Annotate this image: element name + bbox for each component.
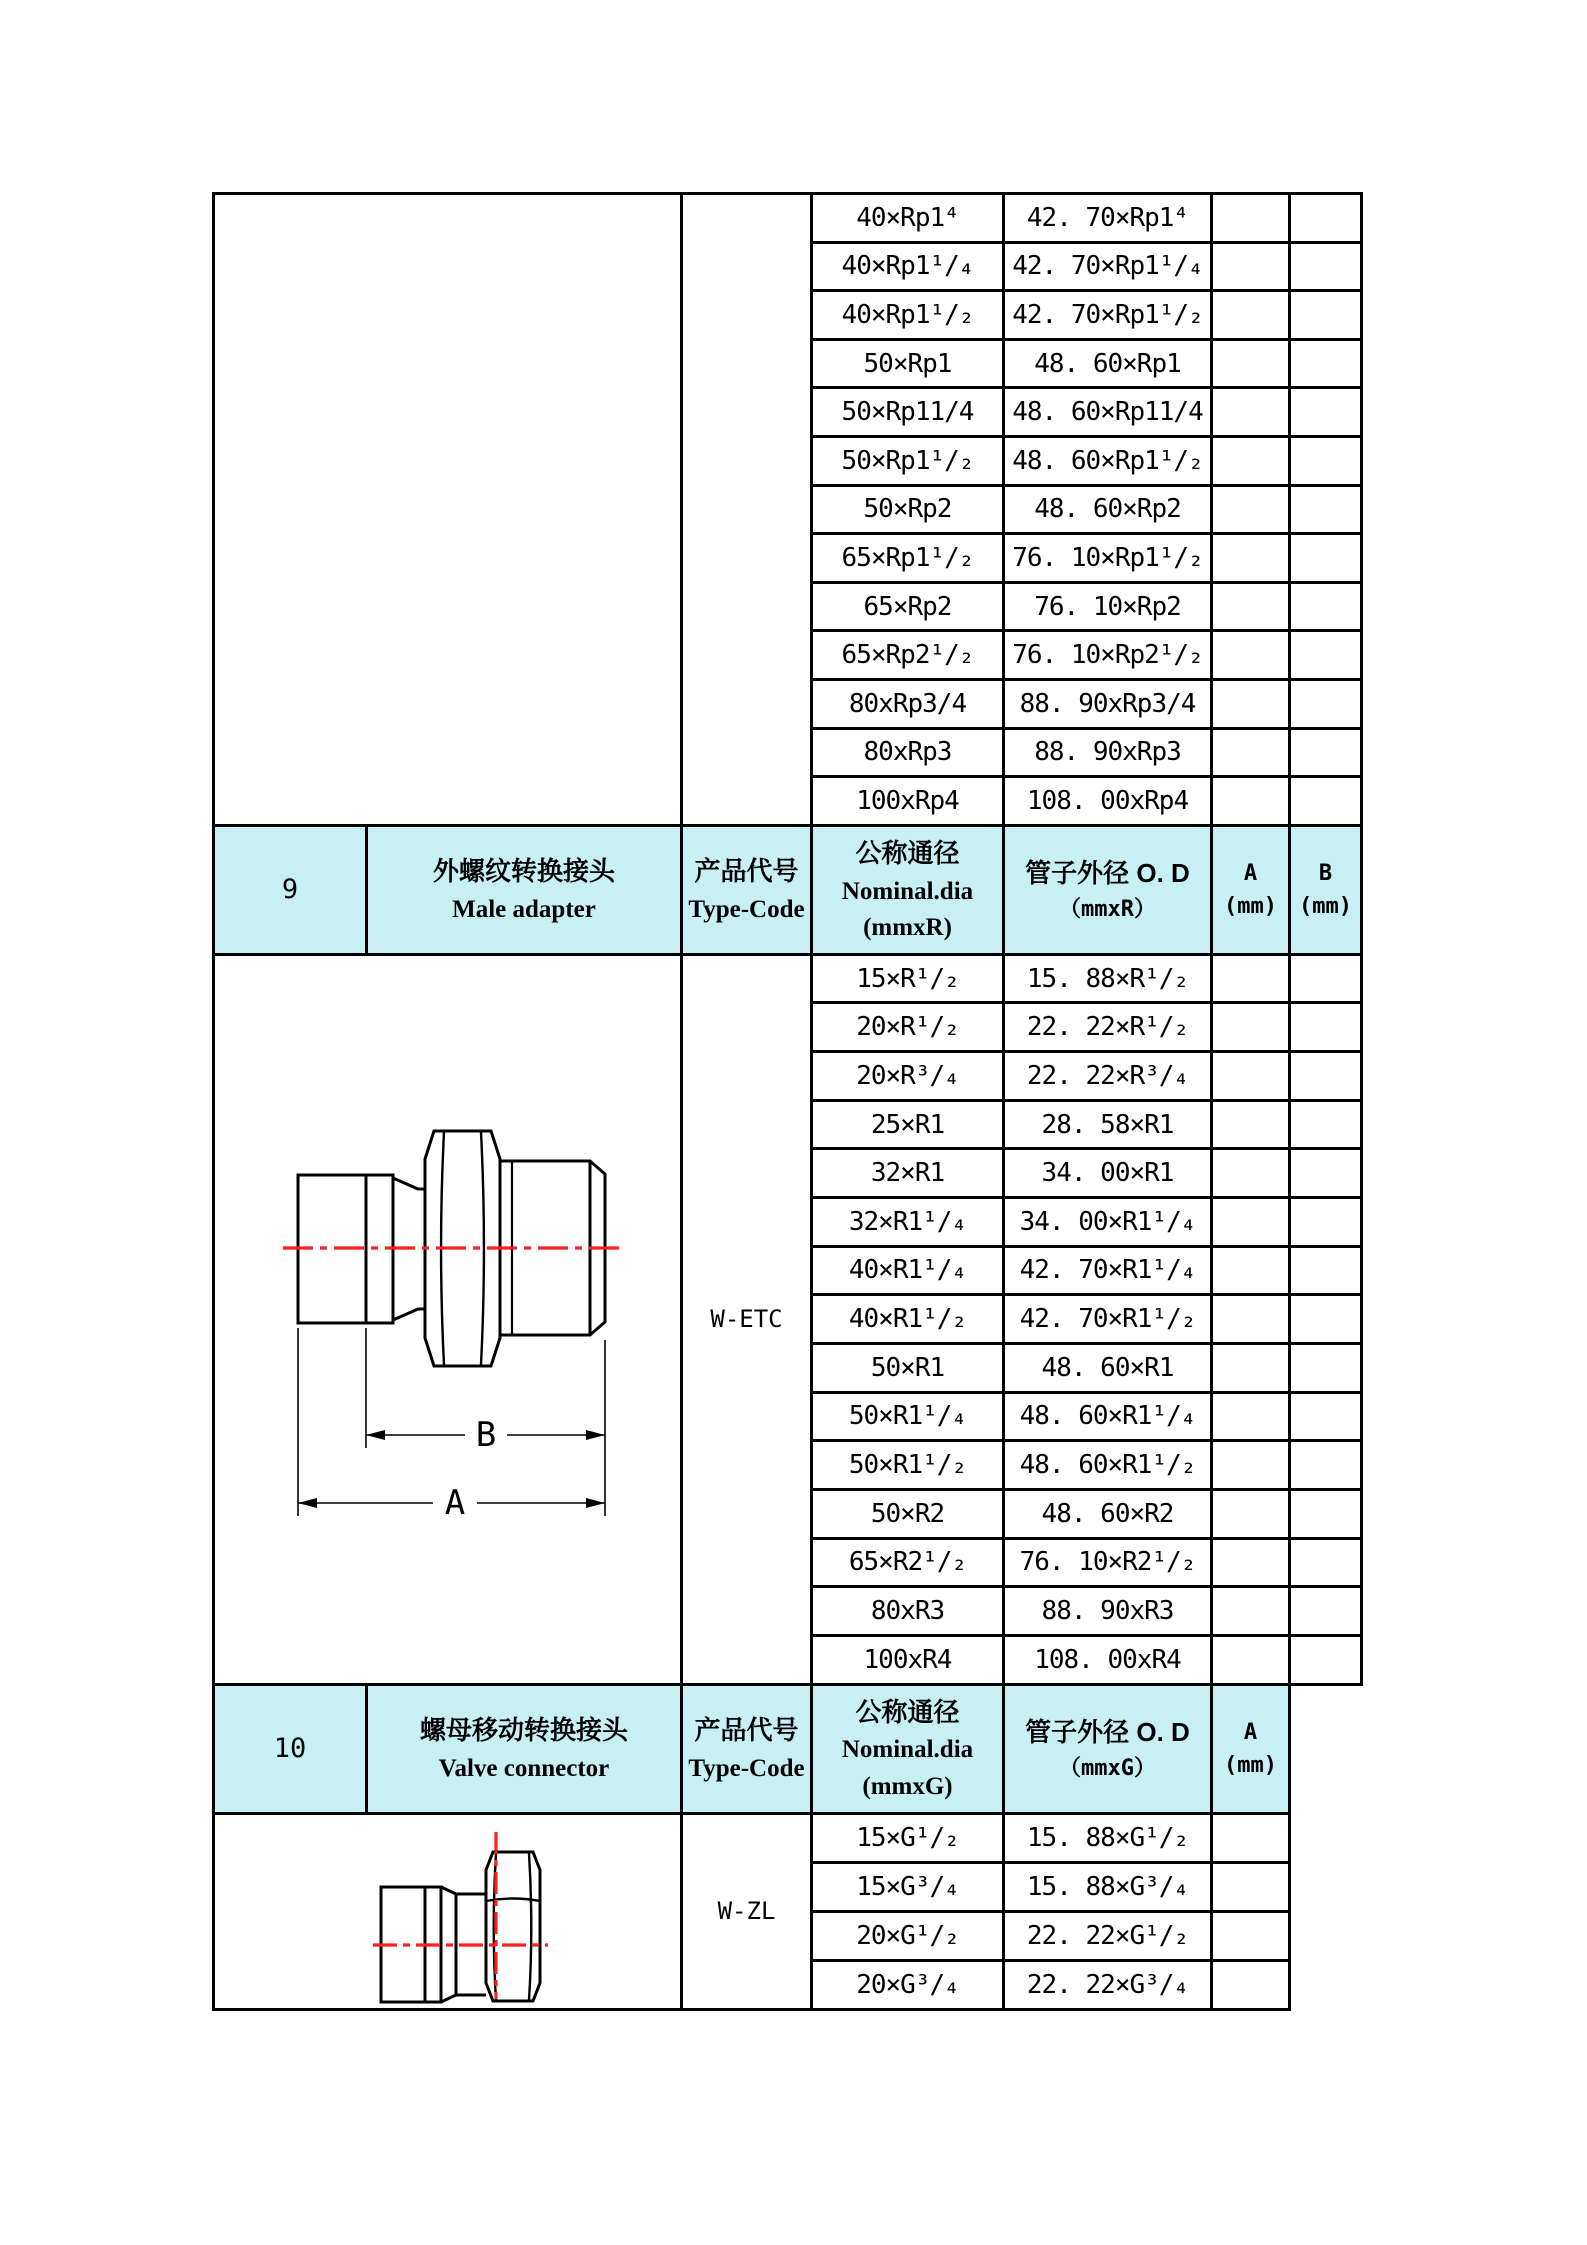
dim-a-unit: (mm): [1224, 1752, 1277, 1778]
nominal-cell: 65×Rp2¹/₂: [812, 631, 1004, 680]
od-cell: 22. 22×R¹/₂: [1004, 1003, 1212, 1052]
a-cell: [1212, 777, 1290, 826]
a-cell: [1212, 1100, 1290, 1149]
nominal-cell: 65×R2¹/₂: [812, 1538, 1004, 1587]
valve-connector-drawing: [215, 1815, 677, 2005]
b-cell: [1290, 1489, 1362, 1538]
a-cell: [1212, 388, 1290, 437]
od-cell: 15. 88×R¹/₂: [1004, 954, 1212, 1003]
a-cell: [1212, 1343, 1290, 1392]
nominal-cell: 40×Rp1⁴: [812, 194, 1004, 243]
b-cell: [1290, 1538, 1362, 1587]
od-cell: 34. 00×R1¹/₄: [1004, 1198, 1212, 1247]
nominal-header: [812, 1684, 1004, 1813]
b-cell: [1290, 534, 1362, 583]
b-cell: [1290, 1392, 1362, 1441]
nominal-cell: 25×R1: [812, 1100, 1004, 1149]
continuation-code-cell: [682, 194, 812, 826]
product-name-en: Valve connector: [438, 1754, 610, 1782]
nominal-header: [812, 825, 1004, 954]
a-cell: [1212, 1538, 1290, 1587]
od-cell: 48. 60×R1¹/₂: [1004, 1441, 1212, 1490]
section-number: 9: [214, 825, 367, 954]
dim-a-unit: (mm): [1224, 893, 1277, 919]
od-cell: 42. 70×Rp1¹/₄: [1004, 242, 1212, 291]
product-name-en: Male adapter: [452, 895, 596, 923]
spec-table: [212, 192, 1363, 2011]
a-cell: [1212, 1052, 1290, 1101]
a-cell: [1212, 1295, 1290, 1344]
type-code-value: W-ETC: [682, 954, 812, 1684]
od-cell: 48. 60×R1¹/₄: [1004, 1392, 1212, 1441]
b-cell: [1290, 582, 1362, 631]
product-name: [367, 1684, 682, 1813]
nominal-cell: 40×R1¹/₄: [812, 1246, 1004, 1295]
b-cell: [1290, 728, 1362, 777]
b-cell: [1290, 436, 1362, 485]
nominal-cell: 65×Rp1¹/₂: [812, 534, 1004, 583]
nominal-cell: 80xRp3/4: [812, 679, 1004, 728]
od-cell: 48. 60×Rp1: [1004, 339, 1212, 388]
a-cell: [1212, 291, 1290, 340]
a-cell: [1212, 679, 1290, 728]
nominal-cell: 50×R1¹/₂: [812, 1441, 1004, 1490]
a-cell: [1212, 1862, 1290, 1911]
nominal-cell: 20×R³/₄: [812, 1052, 1004, 1101]
valve-connector-drawing-cell: [214, 1813, 682, 2009]
type-code-header: [682, 1684, 812, 1813]
section-number: 10: [214, 1684, 367, 1813]
a-cell: [1212, 728, 1290, 777]
a-cell: [1212, 534, 1290, 583]
nominal-cell: 32×R1¹/₄: [812, 1198, 1004, 1247]
a-cell: [1212, 339, 1290, 388]
od-cell: 42. 70×R1¹/₄: [1004, 1246, 1212, 1295]
od-cell: 76. 10×Rp1¹/₂: [1004, 534, 1212, 583]
nominal-cell: 80xR3: [812, 1587, 1004, 1636]
nominal-cell: 15×R¹/₂: [812, 954, 1004, 1003]
empty-area: [1290, 1684, 1362, 1813]
empty-area: [1290, 1960, 1362, 2009]
od-cell: 76. 10×R2¹/₂: [1004, 1538, 1212, 1587]
nominal-cell: 50×R2: [812, 1489, 1004, 1538]
b-cell: [1290, 1052, 1362, 1101]
od-cell: 42. 70×Rp1⁴: [1004, 194, 1212, 243]
dim-a-header: [1212, 825, 1290, 954]
nominal-cell: 80xRp3: [812, 728, 1004, 777]
a-cell: [1212, 1635, 1290, 1684]
od-cell: 22. 22×G¹/₂: [1004, 1911, 1212, 1960]
od-cell: 108. 00xRp4: [1004, 777, 1212, 826]
nominal-cell: 65×Rp2: [812, 582, 1004, 631]
type-code-label-cn: 产品代号: [694, 856, 799, 887]
dim-a-label: A: [1243, 860, 1258, 886]
nominal-cell: 50×R1: [812, 1343, 1004, 1392]
od-cell: 48. 60×R1: [1004, 1343, 1212, 1392]
a-cell: [1212, 1246, 1290, 1295]
nominal-label-cn: 公称通径: [855, 1697, 960, 1728]
empty-area: [1290, 1911, 1362, 1960]
a-cell: [1212, 1149, 1290, 1198]
od-cell: 42. 70×Rp1¹/₂: [1004, 291, 1212, 340]
od-cell: 48. 60×Rp1¹/₂: [1004, 436, 1212, 485]
nominal-cell: 15×G¹/₂: [812, 1813, 1004, 1862]
type-code-label-cn: 产品代号: [694, 1715, 799, 1746]
od-cell: 76. 10×Rp2¹/₂: [1004, 631, 1212, 680]
nominal-cell: 40×R1¹/₂: [812, 1295, 1004, 1344]
od-label-cn: 管子外径 O. D: [1025, 1716, 1190, 1747]
od-header: [1004, 1684, 1212, 1813]
table-row: [214, 194, 1362, 243]
od-cell: 34. 00×R1: [1004, 1149, 1212, 1198]
a-cell: [1212, 631, 1290, 680]
empty-area: [1290, 1862, 1362, 1911]
b-cell: [1290, 485, 1362, 534]
dim-b-header: [1290, 825, 1362, 954]
product-name-cn: 外螺纹转换接头: [432, 856, 615, 887]
a-cell: [1212, 485, 1290, 534]
a-cell: [1212, 1911, 1290, 1960]
b-cell: [1290, 291, 1362, 340]
od-label-cn: 管子外径 O. D: [1025, 858, 1190, 889]
b-cell: [1290, 339, 1362, 388]
od-cell: 48. 60×R2: [1004, 1489, 1212, 1538]
od-cell: 48. 60×Rp2: [1004, 485, 1212, 534]
b-cell: [1290, 194, 1362, 243]
nominal-cell: 50×Rp11/4: [812, 388, 1004, 437]
dim-b-unit: (mm): [1299, 893, 1352, 919]
product-name-cn: 螺母移动转换接头: [419, 1715, 628, 1746]
nominal-cell: 20×G³/₄: [812, 1960, 1004, 2009]
b-cell: [1290, 1003, 1362, 1052]
nominal-label-en: Nominal.dia: [841, 877, 974, 905]
od-cell: 88. 90xR3: [1004, 1587, 1212, 1636]
a-cell: [1212, 1960, 1290, 2009]
od-header: [1004, 825, 1212, 954]
nominal-cell: 50×Rp1: [812, 339, 1004, 388]
a-cell: [1212, 954, 1290, 1003]
od-cell: 88. 90xRp3: [1004, 728, 1212, 777]
nominal-cell: 50×Rp2: [812, 485, 1004, 534]
b-cell: [1290, 1149, 1362, 1198]
a-cell: [1212, 1198, 1290, 1247]
dim-b-text: B: [475, 1414, 497, 1455]
nominal-cell: 50×R1¹/₄: [812, 1392, 1004, 1441]
a-cell: [1212, 1587, 1290, 1636]
b-cell: [1290, 1441, 1362, 1490]
nominal-cell: 32×R1: [812, 1149, 1004, 1198]
nominal-cell: 100xRp4: [812, 777, 1004, 826]
a-cell: [1212, 1392, 1290, 1441]
b-cell: [1290, 1635, 1362, 1684]
nominal-cell: 100xR4: [812, 1635, 1004, 1684]
dim-a-text: A: [444, 1482, 466, 1523]
b-cell: [1290, 1100, 1362, 1149]
od-cell: 42. 70×R1¹/₂: [1004, 1295, 1212, 1344]
nominal-label-cn: 公称通径: [855, 838, 960, 869]
od-cell: 15. 88×G¹/₂: [1004, 1813, 1212, 1862]
b-cell: [1290, 1246, 1362, 1295]
type-code-label-en: Type-Code: [688, 895, 805, 923]
a-cell: [1212, 582, 1290, 631]
table-row: [214, 1813, 1362, 1862]
od-cell: 48. 60×Rp11/4: [1004, 388, 1212, 437]
male-adapter-drawing: [215, 956, 677, 1680]
dim-a-label: A: [1243, 1719, 1258, 1745]
dim-a-header: [1212, 1684, 1290, 1813]
od-cell: 108. 00xR4: [1004, 1635, 1212, 1684]
b-cell: [1290, 242, 1362, 291]
nominal-cell: 20×G¹/₂: [812, 1911, 1004, 1960]
b-cell: [1290, 631, 1362, 680]
od-cell: 28. 58×R1: [1004, 1100, 1212, 1149]
b-cell: [1290, 777, 1362, 826]
type-code-value: W-ZL: [682, 1813, 812, 2009]
od-cell: 22. 22×R³/₄: [1004, 1052, 1212, 1101]
a-cell: [1212, 1489, 1290, 1538]
od-cell: 88. 90xRp3/4: [1004, 679, 1212, 728]
b-cell: [1290, 1343, 1362, 1392]
od-unit: （mmxR）: [1059, 897, 1156, 923]
od-cell: 22. 22×G³/₄: [1004, 1960, 1212, 2009]
b-cell: [1290, 1587, 1362, 1636]
a-cell: [1212, 436, 1290, 485]
a-cell: [1212, 1441, 1290, 1490]
od-unit: （mmxG）: [1059, 1756, 1156, 1782]
nominal-cell: 20×R¹/₂: [812, 1003, 1004, 1052]
nominal-cell: 40×Rp1¹/₂: [812, 291, 1004, 340]
section-10-header-row: [214, 1684, 1362, 1813]
type-code-header: [682, 825, 812, 954]
od-cell: 76. 10×Rp2: [1004, 582, 1212, 631]
table-row: [214, 954, 1362, 1003]
b-cell: [1290, 679, 1362, 728]
dim-b-label: B: [1318, 860, 1333, 886]
b-cell: [1290, 388, 1362, 437]
b-cell: [1290, 1198, 1362, 1247]
nominal-cell: 15×G³/₄: [812, 1862, 1004, 1911]
section-9-header-row: [214, 825, 1362, 954]
continuation-drawing-area: [214, 194, 682, 826]
nominal-cell: 40×Rp1¹/₄: [812, 242, 1004, 291]
a-cell: [1212, 1003, 1290, 1052]
a-cell: [1212, 242, 1290, 291]
nominal-unit: (mmxR): [863, 913, 952, 941]
male-adapter-drawing-cell: [214, 954, 682, 1684]
product-name: [367, 825, 682, 954]
a-cell: [1212, 1813, 1290, 1862]
nominal-unit: (mmxG): [862, 1772, 953, 1800]
nominal-label-en: Nominal.dia: [841, 1736, 974, 1764]
b-cell: [1290, 954, 1362, 1003]
a-cell: [1212, 194, 1290, 243]
type-code-label-en: Type-Code: [688, 1754, 805, 1782]
nominal-cell: 50×Rp1¹/₂: [812, 436, 1004, 485]
b-cell: [1290, 1295, 1362, 1344]
od-cell: 15. 88×G³/₄: [1004, 1862, 1212, 1911]
empty-area: [1290, 1813, 1362, 1862]
